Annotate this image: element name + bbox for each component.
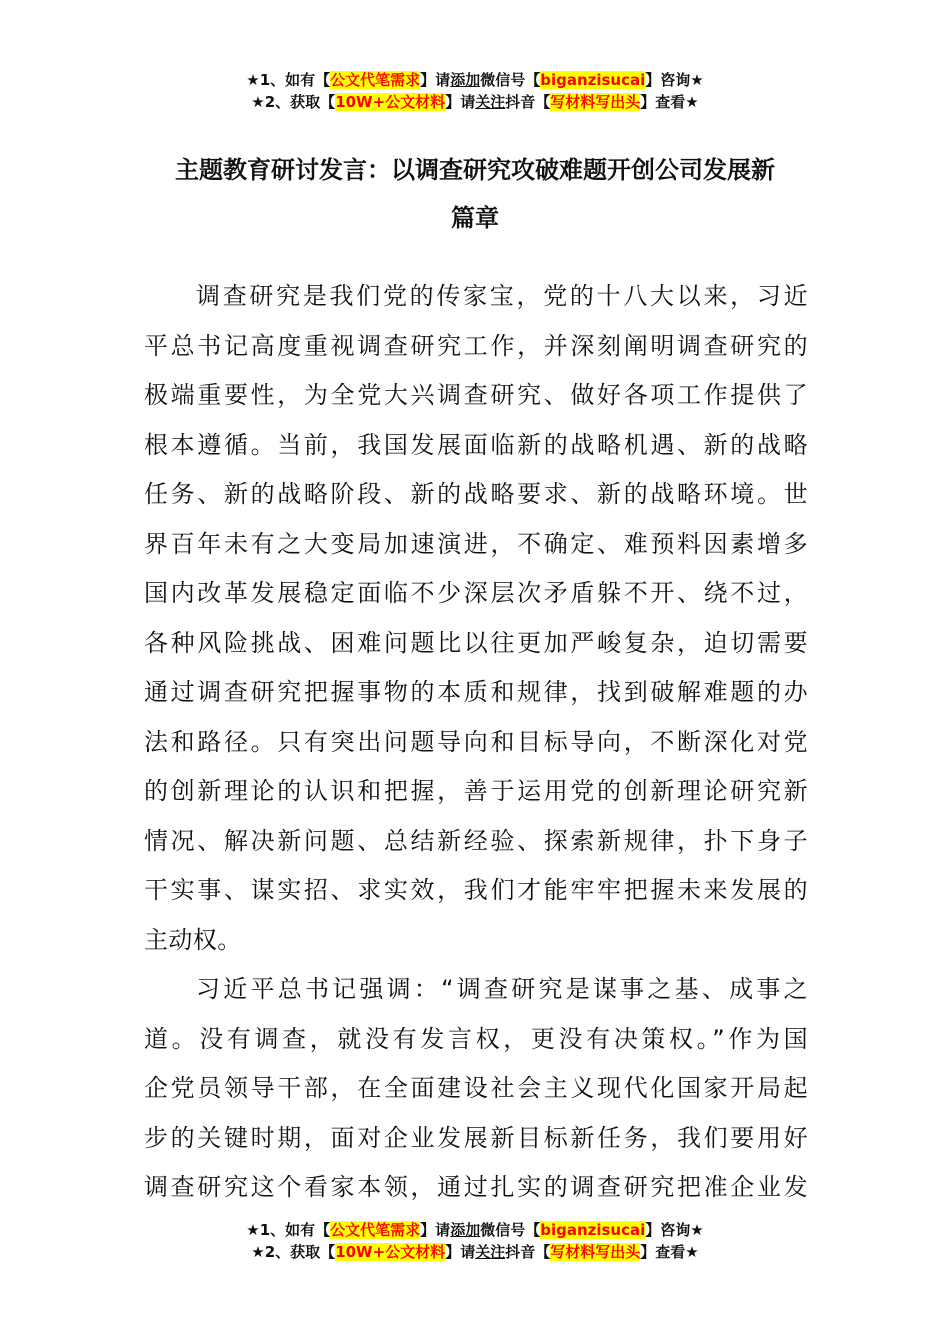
promo-highlight: 10W+公文材料 (335, 1243, 446, 1261)
promo-highlight: 10W+公文材料 (335, 93, 446, 111)
paragraph-2 (144, 965, 808, 1213)
promo-text: 抖音【 (505, 93, 551, 111)
text-line: 习近平总书记强调：“调查研究是谋事之基、成事之 (196, 975, 808, 1003)
promo-text: 】请 (445, 1243, 476, 1261)
promo-text: ★2、获取【 (251, 1243, 336, 1261)
promo-wechat-id: biganzisucai (540, 1221, 646, 1239)
text-line: 企党员领导干部，在全面建设社会主义现代化国家开局起 (144, 1074, 808, 1102)
promo-douyin-id: 写材料写出头 (550, 1243, 641, 1261)
text-line: 各种风险挑战、困难问题比以往更加严峻复杂，迫切需要 (144, 628, 808, 657)
promo-text: 】查看★ (640, 1243, 699, 1261)
title-line-2: 篇章 (451, 204, 499, 232)
document-body (144, 272, 808, 1213)
text-line: 根本遵循。当前，我国发展面临新的战略机遇、新的战略 (144, 430, 808, 459)
promo-highlight: 公文代笔需求 (330, 1221, 421, 1239)
text-line: 平总书记高度重视调查研究工作，并深刻阐明调查研究的 (144, 331, 808, 360)
text-line: 主动权。 (144, 925, 242, 954)
text-line: 调查研究这个看家本领，通过扎实的调查研究把准企业发 (144, 1173, 808, 1201)
paragraph-1 (144, 272, 808, 965)
title-line-1: 主题教育研讨发言：以调查研究攻破难题开创公司发展新 (175, 156, 775, 184)
text-line: 任务、新的战略阶段、新的战略要求、新的战略环境。世 (144, 480, 808, 508)
text-line: 的创新理论的认识和把握，善于运用党的创新理论研究新 (144, 777, 808, 805)
text-line: 道。没有调查，就没有发言权，更没有决策权。”作为国 (144, 1024, 808, 1053)
promo-line-1 (0, 69, 950, 91)
promo-line-2 (0, 1241, 950, 1263)
document-title (140, 146, 810, 242)
promo-text: 】查看★ (640, 93, 699, 111)
text-line: 步的关键时期，面对企业发展新目标新任务，我们要用好 (144, 1123, 808, 1152)
promo-wechat-id: biganzisucai (540, 71, 646, 89)
text-line: 法和路径。只有突出问题导向和目标导向，不断深化对党 (144, 727, 808, 756)
promo-text: 抖音【 (505, 1243, 551, 1261)
promo-highlight: 公文代笔需求 (330, 71, 421, 89)
promo-text: ★1、如有【 (246, 71, 331, 89)
text-line: 通过调查研究把握事物的本质和规律，找到破解难题的办 (144, 678, 808, 706)
promo-douyin-id: 写材料写出头 (550, 93, 641, 111)
text-line: 国内改革发展稳定面临不少深层次矛盾躲不开、绕不过， (144, 579, 808, 607)
promo-text: 】请 (445, 93, 476, 111)
promo-text: ★2、获取【 (251, 93, 336, 111)
promo-text: 微信号【 (480, 1221, 541, 1239)
promo-line-2 (0, 91, 950, 113)
text-line: 情况、解决新问题、总结新经验、探索新规律，扑下身子 (144, 826, 808, 855)
header-promo-banner (0, 69, 950, 113)
promo-text: 】咨询★ (645, 1221, 704, 1239)
text-line: 极端重要性，为全党大兴调查研究、做好各项工作提供了 (144, 381, 808, 409)
footer-promo-banner (0, 1219, 950, 1263)
text-line: 界百年未有之大变局加速演进，不确定、难预料因素增多 (144, 529, 808, 558)
promo-underlined-text: 添加 (450, 71, 481, 89)
promo-underlined-text: 添加 (450, 1221, 481, 1239)
text-line: 调查研究是我们党的传家宝，党的十八大以来，习近 (196, 282, 808, 310)
text-line: 干实事、谋实招、求实效，我们才能牢牢把握未来发展的 (144, 876, 808, 904)
promo-line-1 (0, 1219, 950, 1241)
promo-underlined-text: 关注 (475, 1243, 506, 1261)
promo-text: 】请 (420, 1221, 451, 1239)
promo-text: 】咨询★ (645, 71, 704, 89)
promo-underlined-text: 关注 (475, 93, 506, 111)
promo-text: 微信号【 (480, 71, 541, 89)
promo-text: 】请 (420, 71, 451, 89)
promo-text: ★1、如有【 (246, 1221, 331, 1239)
